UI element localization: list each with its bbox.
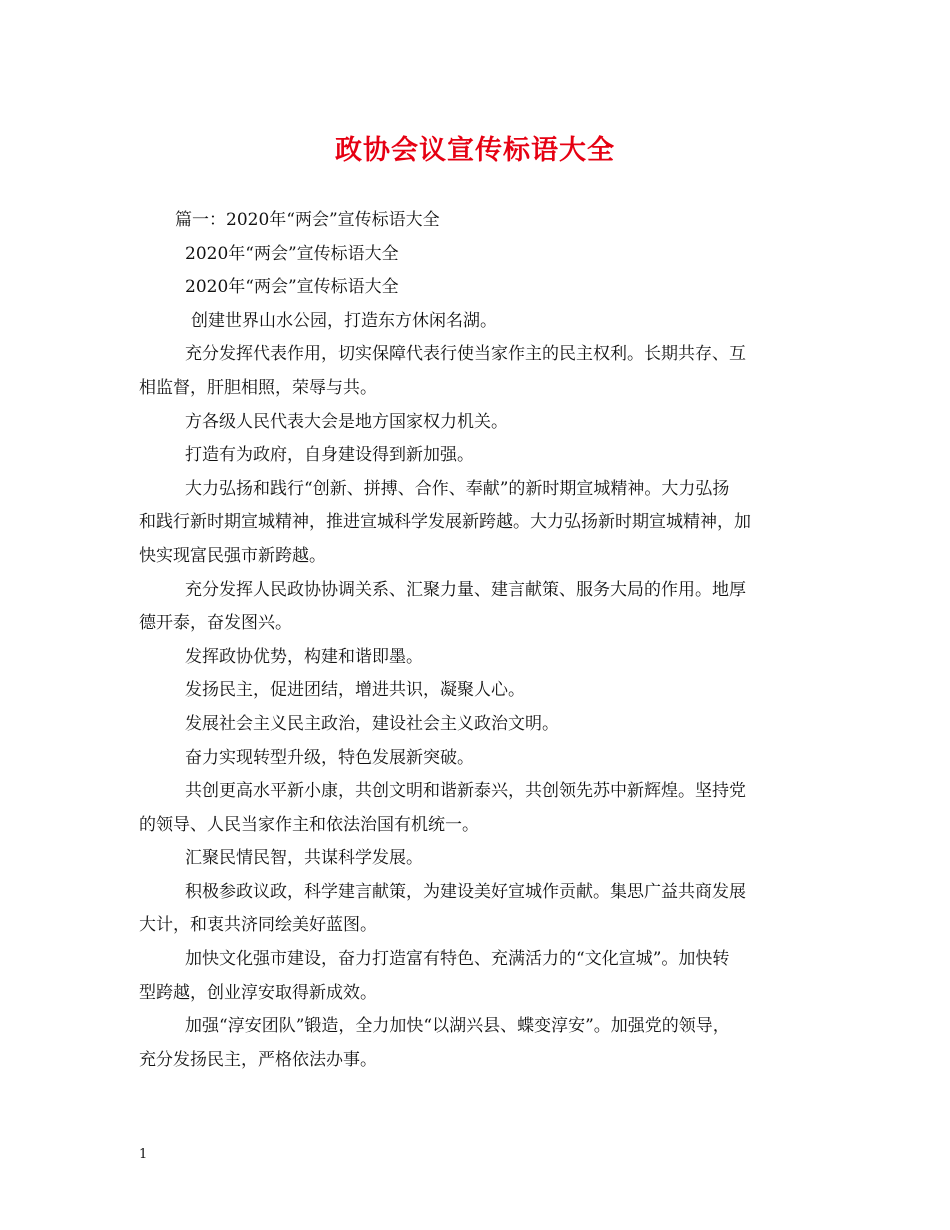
text-line: 充分发挥代表作用，切实保障代表行使当家作主的民主权利。长期共存、互 — [185, 344, 746, 365]
text-line: 2020年“两会”宣传标语大全 — [185, 243, 399, 264]
text-line: 大计，和衷共济同绘美好蓝图。 — [139, 915, 377, 936]
text-line: 的领导、人民当家作主和依法治国有机统一。 — [139, 814, 479, 835]
page-number: 1 — [139, 1147, 148, 1162]
text-line: 方各级人民代表大会是地方国家权力机关。 — [185, 411, 508, 432]
text-line: 共创更高水平新小康，共创文明和谐新泰兴，共创领先苏中新辉煌。坚持党 — [185, 781, 746, 802]
text-line: 积极参政议政，科学建言献策，为建设美好宣城作贡献。集思广益共商发展 — [185, 881, 746, 902]
document-title: 政协会议宣传标语大全 — [335, 135, 615, 166]
text-line: 相监督，肝胆相照，荣辱与共。 — [139, 377, 377, 398]
text-line: 篇一：2020年“两会”宣传标语大全 — [175, 210, 440, 230]
text-line: 2020年“两会”宣传标语大全 — [185, 277, 399, 298]
text-line: 和践行新时期宣城精神，推进宣城科学发展新跨越。大力弘扬新时期宣城精神，加 — [139, 512, 751, 533]
text-line: 奋力实现转型升级，特色发展新突破。 — [185, 747, 474, 768]
document-body — [139, 204, 819, 1077]
text-line: 大力弘扬和践行“创新、拼搏、合作、奉献”的新时期宣城精神。大力弘扬 — [185, 478, 730, 499]
text-line: 加快文化强市建设，奋力打造富有特色、充满活力的“文化宣城”。加快转 — [185, 949, 730, 970]
text-line: 德开泰，奋发图兴。 — [139, 613, 292, 634]
text-line: 快实现富民强市新跨越。 — [139, 545, 326, 566]
text-line: 充分发挥人民政协协调关系、汇聚力量、建言献策、服务大局的作用。地厚 — [185, 579, 746, 600]
text-line: 充分发扬民主，严格依法办事。 — [139, 1049, 377, 1070]
text-line: 发展社会主义民主政治，建设社会主义政治文明。 — [185, 713, 559, 734]
text-line: 加强“淳安团队”锻造，全力加快“以湖兴县、蝶变淳安”。加强党的领导， — [185, 1016, 730, 1037]
text-line: 发挥政协优势，构建和谐即墨。 — [185, 646, 423, 667]
text-line: 创建世界山水公园，打造东方休闲名湖。 — [191, 310, 497, 331]
text-line: 打造有为政府，自身建设得到新加强。 — [185, 445, 474, 466]
text-line: 汇聚民情民智，共谋科学发展。 — [185, 848, 423, 869]
text-line: 型跨越，创业淳安取得新成效。 — [139, 982, 377, 1003]
text-line: 发扬民主，促进团结，增进共识，凝聚人心。 — [185, 680, 525, 701]
